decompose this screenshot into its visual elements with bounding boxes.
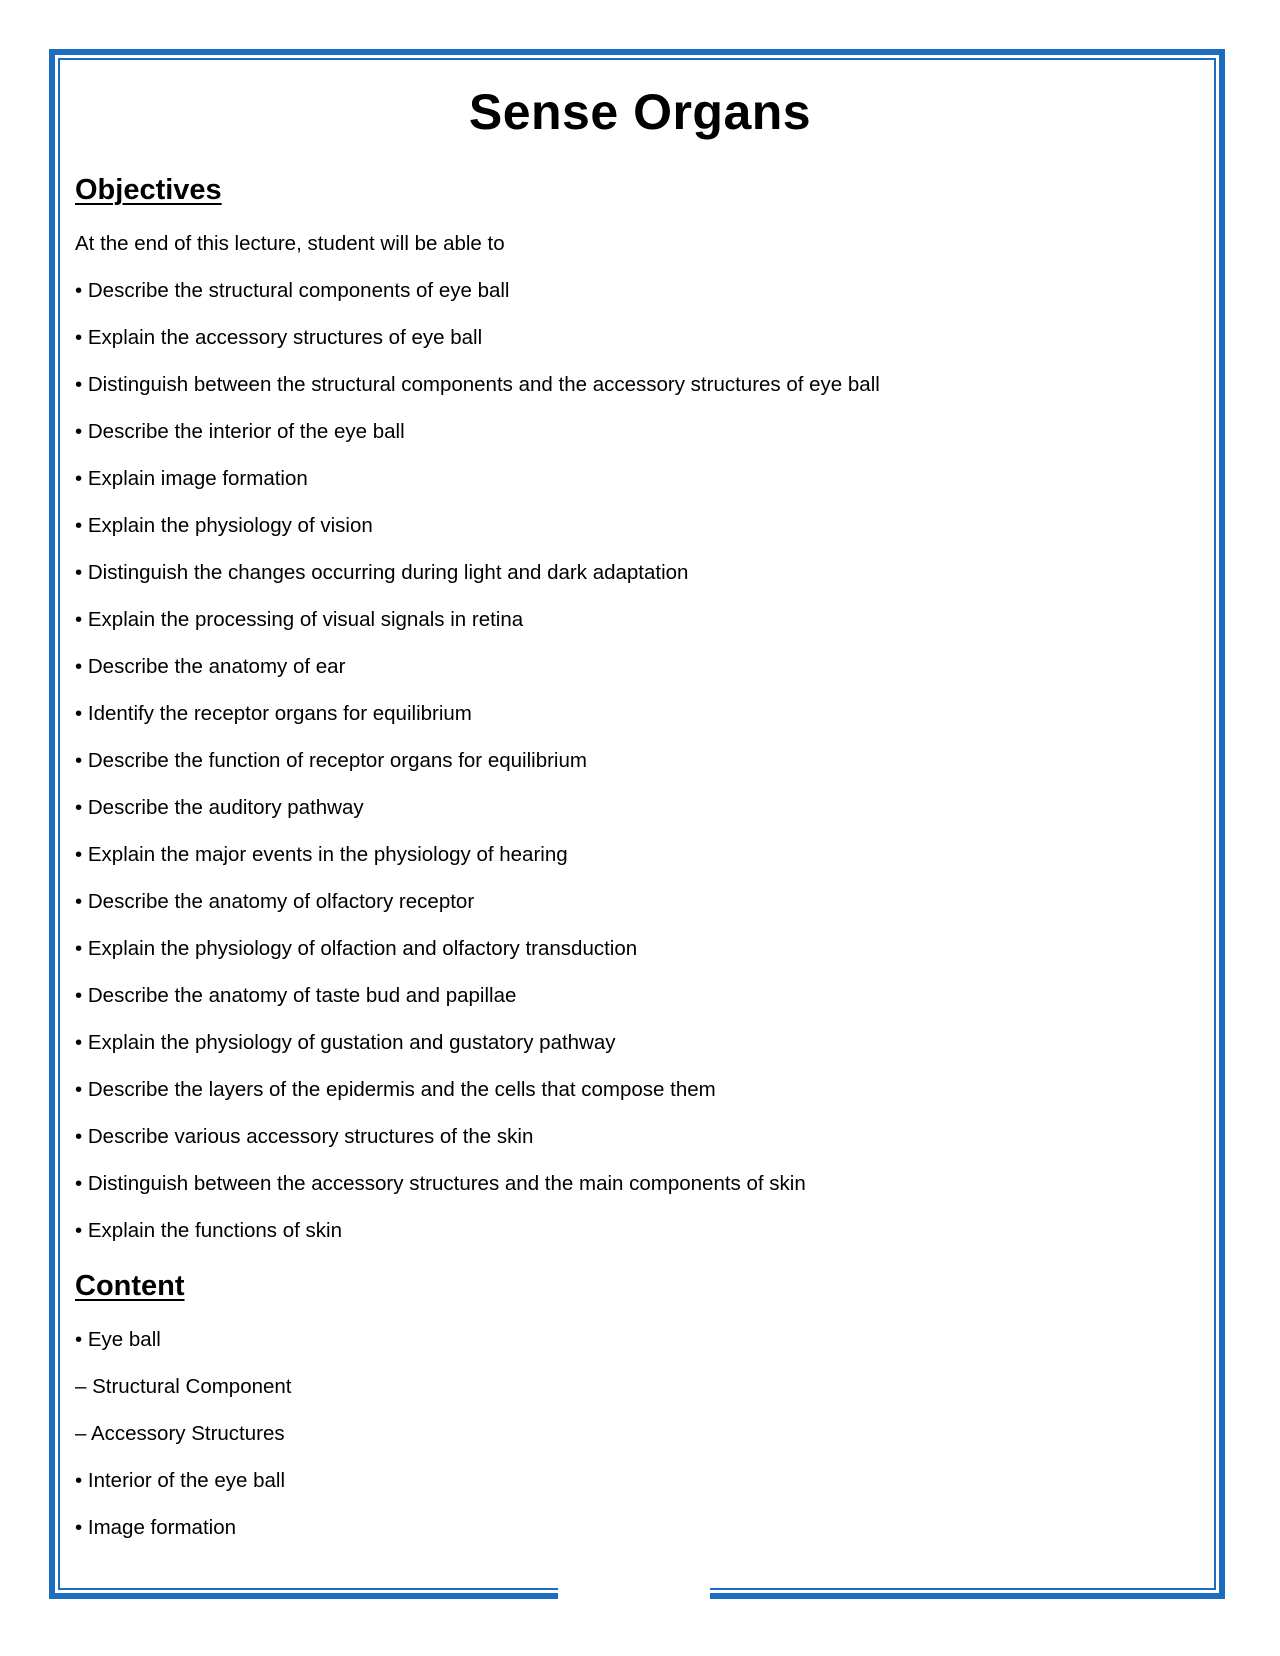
objective-item: • Describe the anatomy of ear	[75, 655, 346, 678]
objectives-heading: Objectives	[75, 174, 222, 206]
content-item: – Structural Component	[75, 1375, 292, 1398]
objective-item: • Describe the structural components of eye ball	[75, 279, 510, 302]
objective-item: • Explain the physiology of olfaction and olfactory transduction	[75, 937, 638, 960]
objective-item: • Distinguish between the structural components and the accessory structures of eye ball	[75, 373, 880, 396]
objective-item: • Identify the receptor organs for equilibrium	[75, 702, 472, 725]
objective-item: • Describe the function of receptor organs for equilibrium	[75, 749, 587, 772]
content-heading: Content	[75, 1270, 185, 1302]
objectives-intro: At the end of this lecture, student will be able to	[75, 232, 505, 255]
objective-item: • Explain image formation	[75, 467, 308, 490]
content-item: • Image formation	[75, 1516, 236, 1539]
content-item: • Eye ball	[75, 1328, 161, 1351]
objective-item: • Describe the anatomy of olfactory receptor	[75, 890, 475, 913]
objective-item: • Describe the anatomy of taste bud and papillae	[75, 984, 517, 1007]
objective-item: • Distinguish between the accessory structures and the main components of skin	[75, 1172, 806, 1195]
objective-item: • Explain the physiology of vision	[75, 514, 373, 537]
objective-item: • Distinguish the changes occurring during light and dark adaptation	[75, 561, 689, 584]
page-title: Sense Organs	[468, 84, 812, 140]
content-item: – Accessory Structures	[75, 1422, 285, 1445]
content-item: • Interior of the eye ball	[75, 1469, 286, 1492]
objective-item: • Describe various accessory structures of the skin	[75, 1125, 534, 1148]
objective-item: • Explain the accessory structures of eye ball	[75, 326, 483, 349]
objective-item: • Describe the layers of the epidermis and the cells that compose them	[75, 1078, 716, 1101]
objective-item: • Describe the auditory pathway	[75, 796, 364, 819]
objective-item: • Explain the processing of visual signals in retina	[75, 608, 524, 631]
objective-item: • Describe the interior of the eye ball	[75, 420, 405, 443]
objective-item: • Explain the major events in the physiology of hearing	[75, 843, 568, 866]
page-border-gap	[558, 1585, 710, 1605]
objective-item: • Explain the physiology of gustation and gustatory pathway	[75, 1031, 616, 1054]
objective-item: • Explain the functions of skin	[75, 1219, 342, 1242]
